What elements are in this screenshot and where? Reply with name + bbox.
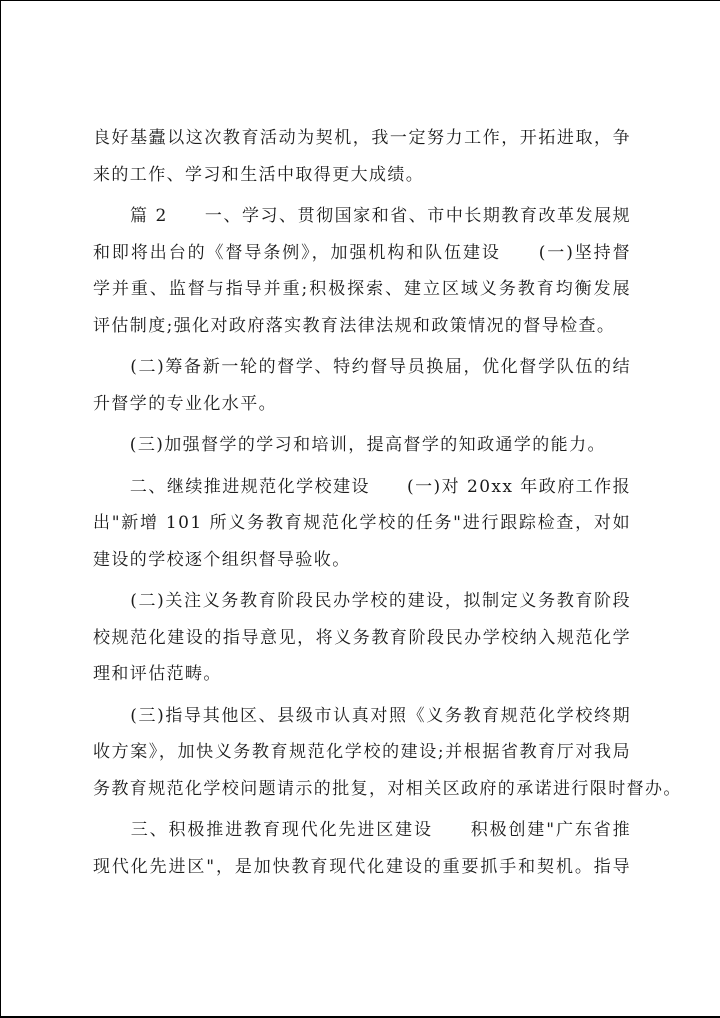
text-line: 二、继续推进规范化学校建设 (一)对 20xx 年政府工作报 (129, 476, 631, 497)
paragraph (93, 812, 631, 885)
paragraph (93, 198, 631, 344)
text-line: (二)关注义务教育阶段民办学校的建设，拟制定义务教育阶段 (130, 591, 631, 611)
text-line: 现代化先进区"，是加快教育现代化建设的重要抓手和契机。指导 (93, 856, 631, 877)
text-line: 学并重、监督与指导并重;积极探索、建立区域义务教育均衡发展 (93, 279, 631, 299)
text-line: 收方案》，加快义务教育规范化学校的建设;并根据省教育厅对我局 (93, 742, 631, 762)
text-line: (三)加强督学的学习和培训，提高督学的知政通学的能力。 (93, 435, 606, 455)
paragraph (93, 469, 631, 579)
text-line: 评估制度;强化对政府落实教育法律法规和政策情况的督导检查。 (93, 315, 616, 336)
paragraph (93, 698, 682, 808)
text-line: 来的工作、学习和生活中取得更大成绩。 (93, 164, 425, 185)
text-line: 出"新增 101 所义务教育规范化学校的任务"进行跟踪检查，对如 (93, 513, 631, 533)
text-line: 和即将出台的《督导条例》，加强机构和队伍建设 (一)坚持督 (93, 242, 631, 263)
paragraph (93, 120, 631, 193)
text-line: (二)筹备新一轮的督学、特约督导员换届，优化督学队伍的结 (130, 357, 631, 377)
page-border-left (0, 0, 1, 1018)
paragraph (93, 583, 631, 693)
text-line: 理和评估范畴。 (93, 664, 222, 684)
text-line: 良好基蠹以这次教育活动为契机，我一定努力工作，开拓进取，争 (93, 128, 631, 148)
text-line: 篇 2 一、学习、贯彻国家和省、市中长期教育改革发展规 (130, 206, 631, 226)
text-line: 三、积极推进教育现代化先进区建设 积极创建"广东省推 (130, 820, 631, 840)
paragraph (93, 427, 631, 464)
document-body (93, 120, 682, 885)
text-line: 建设的学校逐个组织督导验收。 (93, 549, 351, 570)
text-line: 务教育规范化学校问题请示的批复，对相关区政府的承诺进行限时督办。 (93, 778, 682, 799)
text-line: 校规范化建设的指导意见，将义务教育阶段民办学校纳入规范化学 (93, 627, 631, 648)
text-line: (三)指导其他区、县级市认真对照《义务教育规范化学校终期 (130, 705, 631, 726)
page-border-top (0, 0, 720, 1)
text-line: 升督学的专业化水平。 (93, 393, 277, 414)
paragraph (93, 349, 631, 422)
